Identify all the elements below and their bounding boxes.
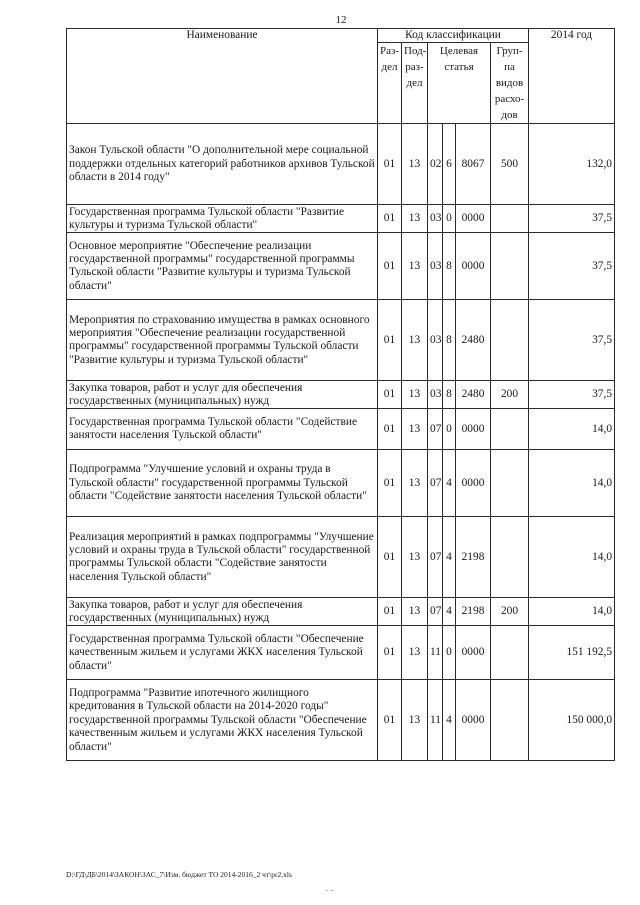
statya-code-1: 11: [428, 626, 443, 680]
statya-code-3: 2198: [456, 517, 491, 598]
razdel-code: 01: [378, 409, 402, 450]
razdel-code: 01: [378, 300, 402, 381]
table-row: [67, 517, 615, 598]
footer-mark: - -: [326, 886, 334, 895]
header-year: 2014 год: [529, 29, 615, 124]
table-row: [67, 598, 615, 626]
statya-code-3: 0000: [456, 626, 491, 680]
statya-code-1: 07: [428, 517, 443, 598]
amount-2014: 14,0: [529, 450, 615, 517]
podrazdel-code: 13: [402, 381, 428, 409]
statya-code-2: 8: [443, 233, 456, 300]
file-path-footer: D:\ГД\ДБ\2014\ЗАКОН\ЗАС_7\Изм. бюджет ТО 2014-2016_2 чт\pr2.xls: [66, 870, 292, 879]
table-row: [67, 300, 615, 381]
podrazdel-code: 13: [402, 300, 428, 381]
podrazdel-code: 13: [402, 598, 428, 626]
vid-rashodov-code: 200: [491, 381, 529, 409]
statya-code-1: 03: [428, 233, 443, 300]
razdel-code: 01: [378, 626, 402, 680]
statya-code-2: 0: [443, 205, 456, 233]
podrazdel-code: 13: [402, 626, 428, 680]
podrazdel-code: 13: [402, 450, 428, 517]
statya-code-1: 07: [428, 598, 443, 626]
table-row: [67, 409, 615, 450]
statya-code-3: 0000: [456, 680, 491, 761]
row-name: Государственная программа Тульской области "Содействие занятости населения Тульской области": [67, 409, 378, 450]
razdel-code: 01: [378, 517, 402, 598]
statya-code-3: 0000: [456, 233, 491, 300]
header-vid-rashodov: Груп- па видов расхо- дов: [491, 43, 529, 124]
statya-code-3: 0000: [456, 450, 491, 517]
table-row: [67, 205, 615, 233]
budget-table: [66, 28, 615, 761]
amount-2014: 37,5: [529, 205, 615, 233]
vid-rashodov-code: 500: [491, 124, 529, 205]
statya-code-2: 4: [443, 680, 456, 761]
header-name: Наименование: [67, 29, 378, 124]
row-name: Закупка товаров, работ и услуг для обеспечения государственных (муниципальных) нужд: [67, 381, 378, 409]
row-name: Государственная программа Тульской области "Развитие культуры и туризма Тульской области": [67, 205, 378, 233]
row-name: Закон Тульской области "О дополнительной мере социальной поддержки отдельных категорий работников архивов Тульской области в 2014 году": [67, 124, 378, 205]
statya-code-2: 4: [443, 450, 456, 517]
statya-code-2: 4: [443, 598, 456, 626]
amount-2014: 132,0: [529, 124, 615, 205]
statya-code-2: 0: [443, 626, 456, 680]
statya-code-1: 03: [428, 205, 443, 233]
header-code: Код классификации: [378, 29, 529, 43]
statya-code-2: 8: [443, 381, 456, 409]
razdel-code: 01: [378, 205, 402, 233]
table-row: [67, 233, 615, 300]
statya-code-2: 6: [443, 124, 456, 205]
amount-2014: 14,0: [529, 409, 615, 450]
razdel-code: 01: [378, 680, 402, 761]
razdel-code: 01: [378, 124, 402, 205]
amount-2014: 14,0: [529, 517, 615, 598]
vid-rashodov-code: [491, 680, 529, 761]
amount-2014: 14,0: [529, 598, 615, 626]
razdel-code: 01: [378, 450, 402, 517]
statya-code-2: 0: [443, 409, 456, 450]
vid-rashodov-code: [491, 409, 529, 450]
statya-code-1: 07: [428, 450, 443, 517]
statya-code-3: 2198: [456, 598, 491, 626]
statya-code-1: 11: [428, 680, 443, 761]
razdel-code: 01: [378, 233, 402, 300]
amount-2014: 37,5: [529, 300, 615, 381]
podrazdel-code: 13: [402, 409, 428, 450]
statya-code-3: 0000: [456, 205, 491, 233]
podrazdel-code: 13: [402, 205, 428, 233]
vid-rashodov-code: [491, 205, 529, 233]
table-row: [67, 450, 615, 517]
statya-code-3: 0000: [456, 409, 491, 450]
vid-rashodov-code: [491, 300, 529, 381]
row-name: Основное мероприятие "Обеспечение реализации государственной программы" государственной программы Тульской области "Развитие культуры и туризма Тульской области": [67, 233, 378, 300]
amount-2014: 37,5: [529, 233, 615, 300]
table-row: [67, 124, 615, 205]
row-name: Реализация мероприятий в рамках подпрограммы "Улучшение условий и охраны труда в Тульской области" государственной программы Тульской области "Содействие занятости населения Тульской области": [67, 517, 378, 598]
statya-code-1: 03: [428, 300, 443, 381]
statya-code-2: 8: [443, 300, 456, 381]
statya-code-1: 02: [428, 124, 443, 205]
table-body: [67, 124, 615, 761]
page-number: 12: [335, 14, 347, 26]
row-name: Государственная программа Тульской области "Обеспечение качественным жильем и услугами ЖКХ населения Тульской области": [67, 626, 378, 680]
row-name: Подпрограмма "Развитие ипотечного жилищного кредитования в Тульской области на 2014-2020 годы" государственной программы Тульской области "Обеспечение качественным жильем и услугами ЖКХ населения Тульской области": [67, 680, 378, 761]
statya-code-3: 8067: [456, 124, 491, 205]
table-row: [67, 626, 615, 680]
vid-rashodov-code: [491, 517, 529, 598]
vid-rashodov-code: [491, 450, 529, 517]
amount-2014: 151 192,5: [529, 626, 615, 680]
row-name: Закупка товаров, работ и услуг для обеспечения государственных (муниципальных) нужд: [67, 598, 378, 626]
podrazdel-code: 13: [402, 233, 428, 300]
podrazdel-code: 13: [402, 124, 428, 205]
row-name: Подпрограмма "Улучшение условий и охраны труда в Тульской области" государственной программы Тульской области "Содействие занятости населения Тульской области": [67, 450, 378, 517]
podrazdel-code: 13: [402, 680, 428, 761]
podrazdel-code: 13: [402, 517, 428, 598]
statya-code-1: 03: [428, 381, 443, 409]
statya-code-1: 07: [428, 409, 443, 450]
row-name: Мероприятия по страхованию имущества в рамках основного мероприятия "Обеспечение реализации государственной программы" государственной программы Тульской области "Развитие культуры и туризма Тульской области": [67, 300, 378, 381]
header-statya: Целевая статья: [428, 43, 491, 124]
table-row: [67, 381, 615, 409]
vid-rashodov-code: [491, 233, 529, 300]
statya-code-2: 4: [443, 517, 456, 598]
table-row: [67, 680, 615, 761]
razdel-code: 01: [378, 381, 402, 409]
statya-code-3: 2480: [456, 381, 491, 409]
header-podrazdel: Под- раз- дел: [402, 43, 428, 124]
vid-rashodov-code: 200: [491, 598, 529, 626]
amount-2014: 37,5: [529, 381, 615, 409]
vid-rashodov-code: [491, 626, 529, 680]
amount-2014: 150 000,0: [529, 680, 615, 761]
header-razdel: Раз- дел: [378, 43, 402, 124]
statya-code-3: 2480: [456, 300, 491, 381]
razdel-code: 01: [378, 598, 402, 626]
